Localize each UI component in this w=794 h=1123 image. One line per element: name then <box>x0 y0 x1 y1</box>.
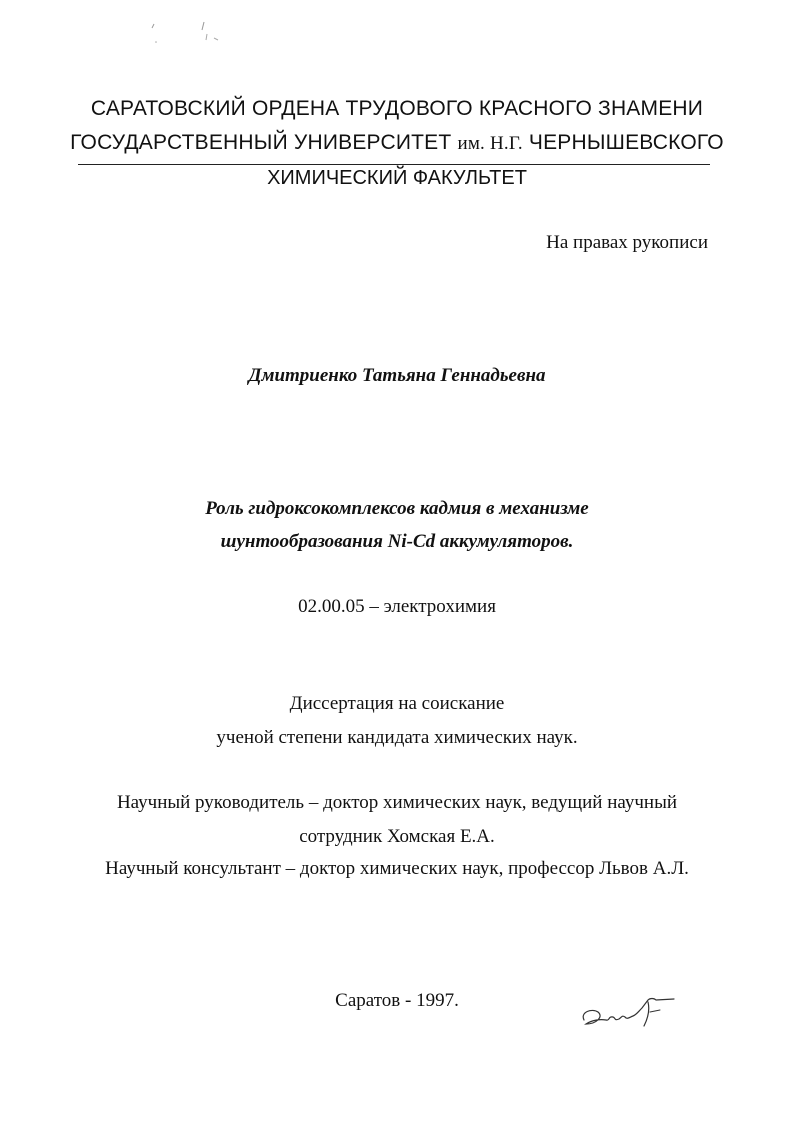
scan-marks <box>140 18 240 58</box>
degree-line-2: ученой степени кандидата химических наук. <box>216 727 578 748</box>
specialty-code: 02.00.05 – электрохимия <box>298 596 496 617</box>
supervisor-line-2: сотрудник Хомская Е.А. <box>299 826 495 847</box>
manuscript-rights-note: На правах рукописи <box>546 232 708 253</box>
university-name-part-c: ЧЕРНЫШЕВСКОГО <box>528 131 724 154</box>
supervisor-line-1: Научный руководитель – доктор химических наук, ведущий научный <box>116 792 678 813</box>
thesis-title-line-1: Роль гидроксокомплексов кадмия в механизме <box>205 498 589 519</box>
university-name-part-b: им. Н.Г. <box>457 133 523 154</box>
degree-line-1: Диссертация на соискание <box>289 693 505 714</box>
university-name-part-a: ГОСУДАРСТВЕННЫЙ УНИВЕРСИТЕТ <box>70 131 452 154</box>
header-divider <box>78 164 710 165</box>
author-name: Дмитриенко Татьяна Геннадьевна <box>248 365 546 386</box>
university-name-line-1: САРАТОВСКИЙ ОРДЕНА ТРУДОВОГО КРАСНОГО ЗНАМЕНИ <box>90 97 704 120</box>
place-and-year: Саратов - 1997. <box>335 990 459 1011</box>
faculty-name: ХИМИЧЕСКИЙ ФАКУЛЬТЕТ <box>267 167 527 189</box>
thesis-title-line-2: шунтообразования Ni-Cd аккумуляторов. <box>220 531 574 552</box>
university-name-line-2 <box>0 131 794 155</box>
consultant-line: Научный консультант – доктор химических наук, профессор Львов А.Л. <box>105 858 689 879</box>
handwritten-signature <box>578 990 678 1040</box>
